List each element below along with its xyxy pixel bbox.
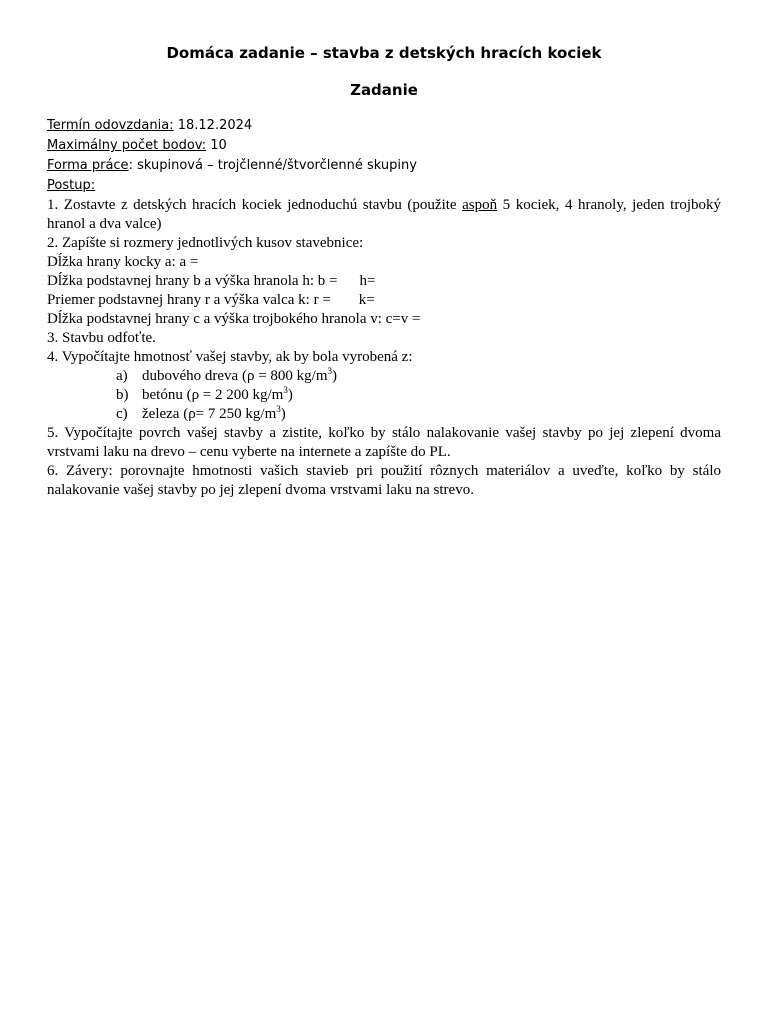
material-exponent: 3 [276, 404, 281, 414]
materials-list [47, 367, 721, 424]
deadline-line [47, 116, 252, 136]
points-value: 10 [206, 138, 227, 153]
dimension-prism-b: Dĺžka podstavnej hrany b a výška hranola h: b = [47, 273, 338, 289]
material-end: ) [332, 368, 337, 384]
dimension-prism [47, 272, 721, 291]
step-5: 5. Vypočítajte povrch vašej stavby a zistite, koľko by stálo nalakovanie vašej stavby po jej zlepení dvoma vrstvami laku na drevo – cenu vyberte na internete a zapíšte do PL. [47, 425, 721, 460]
dimension-triangular-prism: Dĺžka podstavnej hrany c a výška trojbokého hranola v: c=v = [47, 311, 421, 327]
material-exponent: 3 [283, 385, 288, 395]
material-text: dubového dreva (ρ = 800 kg/m [142, 368, 328, 384]
material-text: železa (ρ= 7 250 kg/m [142, 406, 277, 422]
list-marker: c) [116, 406, 128, 422]
material-end: ) [280, 406, 286, 422]
material-text: betónu (ρ = 2 200 kg/m [142, 387, 284, 403]
dimension-cube: Dĺžka hrany kocky a: a = [47, 254, 199, 270]
step-2: 2. Zapíšte si rozmery jednotlivých kusov stavebnice: [47, 235, 364, 251]
step-1-text: 1. Zostavte z detských hracích kociek jednoduchú stavbu (použite [47, 197, 463, 213]
procedure-body [47, 196, 721, 500]
step-6: 6. Závery: porovnajte hmotnosti vašich stavieb pri použití rôznych materiálov a uveďte, koľko by stálo nalakovanie vašej stavby po jej zlepení dvoma vrstvami laku na strevo. [47, 463, 721, 498]
procedure-label: Postup: [47, 178, 96, 193]
dimension-cylinder-k: k= [358, 292, 375, 308]
step-4: 4. Vypočítajte hmotnosť vašej stavby, ak by bola vyrobená z: [47, 349, 413, 365]
material-exponent: 3 [327, 366, 332, 376]
list-marker: b) [116, 387, 129, 403]
points-line [47, 136, 227, 156]
list-item [47, 367, 721, 386]
step-1-emphasis: aspoň [462, 197, 498, 213]
step-1-text-end: 5 kociek, 4 hranoly, jeden trojboký hranol a dva valce) [47, 197, 721, 232]
document-subtitle: Zadanie [350, 81, 418, 99]
points-label: Maximálny počet bodov: [47, 138, 207, 153]
deadline-label: Termín odovzdania: [47, 118, 174, 133]
form-value: : skupinová – trojčlenné/štvorčlenné skupiny [128, 158, 417, 173]
form-line [47, 156, 417, 176]
list-item [47, 405, 721, 424]
procedure-line [47, 176, 95, 196]
document-title: Domáca zadanie – stavba z detských hracích kociek [166, 44, 602, 62]
material-end: ) [287, 387, 293, 403]
list-marker: a) [116, 368, 128, 384]
form-label: Forma práce [47, 158, 129, 173]
deadline-value: 18.12.2024 [173, 118, 253, 133]
dimension-cylinder-r: Priemer podstavnej hrany r a výška valca k: r = [47, 292, 331, 308]
dimension-prism-h: h= [359, 273, 376, 289]
dimension-cylinder [47, 291, 721, 310]
list-item [47, 386, 721, 405]
step-1 [47, 196, 721, 234]
step-3: 3. Stavbu odfoťte. [47, 330, 156, 346]
